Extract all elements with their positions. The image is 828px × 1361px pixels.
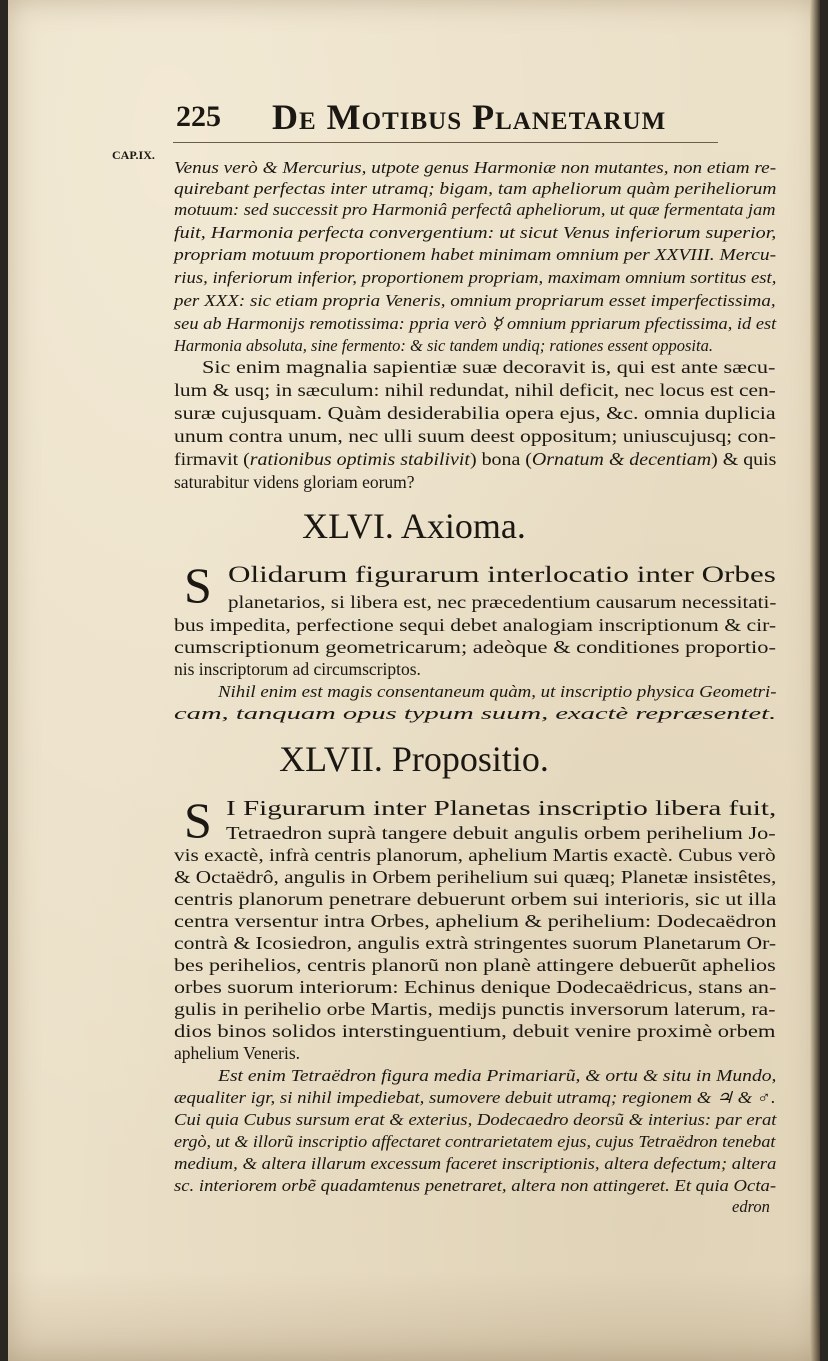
- running-title: De Motibus Planetarum: [272, 97, 667, 137]
- para1-line-4: fuit, Harmonia perfecta convergentium: ut sicut Venus inferiorum superior,: [174, 223, 777, 242]
- axiom-line-4: cumscriptionum geometricarum; adeòque & conditiones proportio-: [174, 637, 776, 657]
- para2-line-5-b: rationibus optimis stabilivit: [249, 449, 470, 469]
- proposition-line-10: gulis in perihelio orbe Martis, medijs punctis inversorum laterum, ra-: [174, 999, 776, 1019]
- proposition-line-6: centra versentur intra Orbes, aphelium & perihelium: Dodecaëdron: [174, 911, 777, 931]
- para1-line-5: propriam motuum proportionem habet minimam omnium per XXVIII. Mercu-: [174, 245, 777, 264]
- para2-line-5-e: ) & quis: [711, 449, 777, 469]
- proposition-italic-line-1: Est enim Tetraëdron figura media Primariarũ, & ortu & situ in Mundo,: [218, 1066, 777, 1085]
- proposition-line-9: orbes suorum interiorum: Echinus denique Dodecaëdricus, stans an-: [174, 977, 777, 997]
- proposition-italic-line-4: ergò, ut & illorũ inscriptio affectaret contrarietatem ejus, cujus Tetraëdron tenebat: [174, 1132, 776, 1151]
- running-header: [168, 96, 728, 142]
- para1-line-2: quirebant perfectas inter utramq; bigam, tam apheliorum quàm periheliorum: [174, 179, 777, 198]
- axiom-line-1: Olidarum figurarum interlocatio inter Orbes: [228, 562, 776, 587]
- para1-line-3: motuum: sed successit pro Harmoniâ perfectâ apheliorum, ut quæ fermentata jam: [174, 200, 776, 219]
- para1-line-7: per XXX: sic etiam propria Veneris, omnium propriarum esset imperfectissima,: [174, 291, 776, 310]
- proposition-line-11: dios binos solidos interstinguentium, debuit venire proximè orbem: [174, 1021, 776, 1041]
- page-bottom-shading: [8, 1271, 820, 1361]
- proposition-line-7: contrà & Icosiedron, angulis extrà stringentes suorum Planetarum Or-: [174, 933, 777, 953]
- para2-line-5-a: firmavit (: [174, 449, 250, 469]
- proposition-line-4: & Octaëdrô, angulis in Orbem perihelium sui quæq; Planetæ insistêtes,: [174, 867, 777, 887]
- proposition-line-2: Tetraedron suprà tangere debuit angulis orbem perihelium Jo-: [226, 823, 776, 843]
- para1-line-9: Harmonia absoluta, sine fermento: & sic tandem undiq; rationes essent opposita.: [174, 336, 713, 355]
- page-number: 225: [176, 100, 221, 133]
- proposition-italic-line-5: medium, & altera illarum excessum faceret inscriptionis, altera defectum; altera: [174, 1154, 777, 1173]
- para2-line-1: Sic enim magnalia sapientiæ suæ decoravit is, qui est ante sæcu-: [202, 357, 776, 377]
- para2-line-5-d: Ornatum & decentiam: [531, 449, 712, 469]
- proposition-line-1: I Figurarum inter Planetas inscriptio libera fuit,: [226, 796, 777, 820]
- page-edge-shadow: [810, 0, 820, 1361]
- para2-line-2: lum & usq; in sæculum: nihil redundat, nihil deficit, nec locus est cen-: [174, 380, 776, 400]
- proposition-line-3: vis exactè, infrà centris planorum, aphelium Martis exactè. Cubus verò: [174, 845, 776, 865]
- axiom-line-3: bus impedita, perfectione sequi debet analogiam inscriptionum & cir-: [174, 615, 777, 635]
- proposition-line-12: aphelium Veneris.: [174, 1043, 301, 1063]
- para2-line-5-c: ) bona (: [469, 449, 532, 469]
- axiom-line-2: planetarios, si libera est, nec præcedentium causarum necessitati-: [228, 592, 777, 612]
- para1-line-8: seu ab Harmonijs remotissima: ppria verò ☿ omnium ppriarum pfectissima, id est: [174, 314, 777, 333]
- para2-line-4: unum contra unum, nec ulli suum deest oppositum; uniuscujusq; con-: [174, 426, 777, 446]
- proposition-italic-line-2: æqualiter igr, si nihil impediebat, sumovere debuit utramq; regionem & ♃ & ♂.: [174, 1088, 776, 1107]
- axiom-line-5: nis inscriptorum ad circumscriptos.: [174, 659, 421, 679]
- axiom-dropcap: S: [184, 557, 212, 613]
- para2-line-5: [174, 449, 776, 470]
- para2-line-3: suræ cujusquam. Quàm desiderabilia opera ejus, &c. omnia duplicia: [174, 403, 776, 423]
- proposition-italic-line-3: Cui quia Cubus sursum erat & exterius, Dodecaedro deorsũ & interius: par erat: [174, 1110, 777, 1129]
- book-page: [8, 0, 820, 1361]
- chapter-label: CAP.IX.: [112, 148, 155, 162]
- axiom-italic-line-1: Nihil enim est magis consentaneum quàm, ut inscriptio physica Geometri-: [218, 682, 777, 701]
- proposition-dropcap: S: [184, 792, 212, 848]
- proposition-heading: XLVII. Propositio.: [279, 739, 549, 779]
- axiom-heading: XLVI. Axioma.: [302, 506, 526, 546]
- para1-line-1: Venus verò & Mercurius, utpote genus Harmoniæ non mutantes, non etiam re-: [174, 158, 777, 177]
- proposition-line-8: bes perihelios, centris planorũ non planè attingere debuerũt aphelios: [174, 955, 776, 975]
- header-rule: [173, 142, 718, 143]
- proposition-line-5: centris planorum penetrare debuerunt orbem sui interioris, sic ut illa: [174, 889, 777, 909]
- para1-line-6: rius, inferiorum inferior, proportionem propriam, maximam omnium sortitus est,: [174, 268, 777, 287]
- catchword: edron: [732, 1197, 770, 1216]
- proposition-italic-line-6: sc. interiorem orbẽ quadamtenus penetraret, altera non attingeret. Et quia Octa-: [174, 1176, 777, 1195]
- axiom-italic-line-2: cam, tanquam opus typum suum, exactè repræsentet.: [174, 704, 777, 723]
- para2-line-6: saturabitur videns gloriam eorum?: [174, 472, 415, 492]
